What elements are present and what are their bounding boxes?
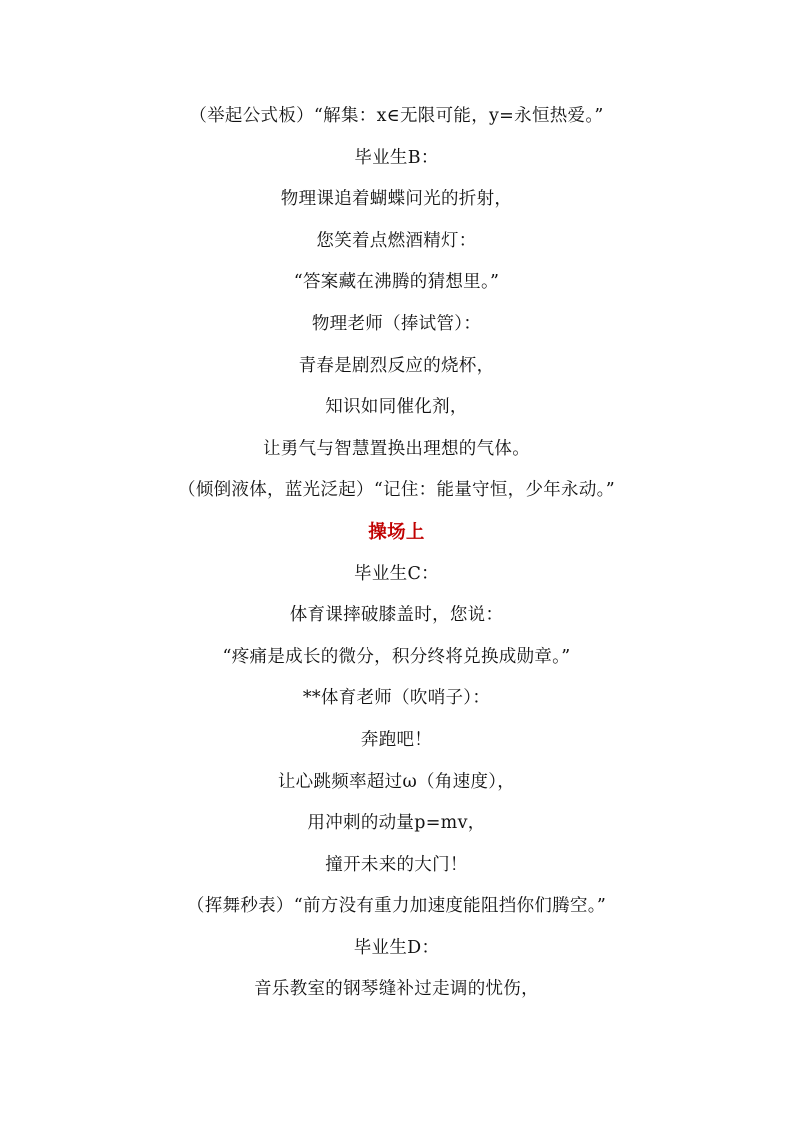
section-heading-playground: 操场上: [368, 521, 425, 543]
verse-line: 知识如同催化剂，: [325, 397, 468, 418]
speaker-pe-teacher: **体育老师（吹哨子）：: [302, 688, 491, 709]
verse-line: 用冲刺的动量p=mv，: [307, 813, 486, 834]
verse-line: “疼痛是成长的微分，积分终将兑换成勋章。”: [222, 646, 571, 667]
verse-line: 奔跑吧！: [360, 729, 433, 750]
verse-line: 体育课摔破膝盖时，您说：: [289, 605, 504, 626]
verse-line: 音乐教室的钢琴缝补过走调的忧伤，: [254, 979, 539, 1000]
speaker-graduate-d: 毕业生D：: [353, 937, 440, 958]
verse-line: 物理课追着蝴蝶问光的折射，: [280, 189, 513, 210]
speaker-graduate-c: 毕业生C：: [354, 563, 439, 584]
verse-line: 让勇气与智慧置换出理想的气体。: [263, 438, 530, 459]
verse-line: 您笑着点燃酒精灯：: [316, 230, 477, 251]
verse-line: 撞开未来的大门！: [325, 854, 468, 875]
stage-direction-line: （倾倒液体，蓝光泛起）“记住：能量守恒，少年永动。”: [178, 480, 615, 501]
stage-direction-line: （挥舞秒表）“前方没有重力加速度能阻挡你们腾空。”: [186, 896, 607, 917]
document-page: [0, 96, 793, 1011]
formula-board-line: （举起公式板）“解集：x∈无限可能，y=永恒热爱。”: [189, 106, 604, 126]
verse-line: 青春是剧烈反应的烧杯，: [298, 355, 495, 376]
verse-line: 让心跳频率超过ω（角速度），: [277, 771, 516, 792]
speaker-physics-teacher: 物理老师（捧试管）：: [311, 313, 482, 334]
speaker-graduate-b: 毕业生B：: [354, 147, 439, 168]
verse-line: “答案藏在沸腾的猜想里。”: [293, 272, 500, 293]
